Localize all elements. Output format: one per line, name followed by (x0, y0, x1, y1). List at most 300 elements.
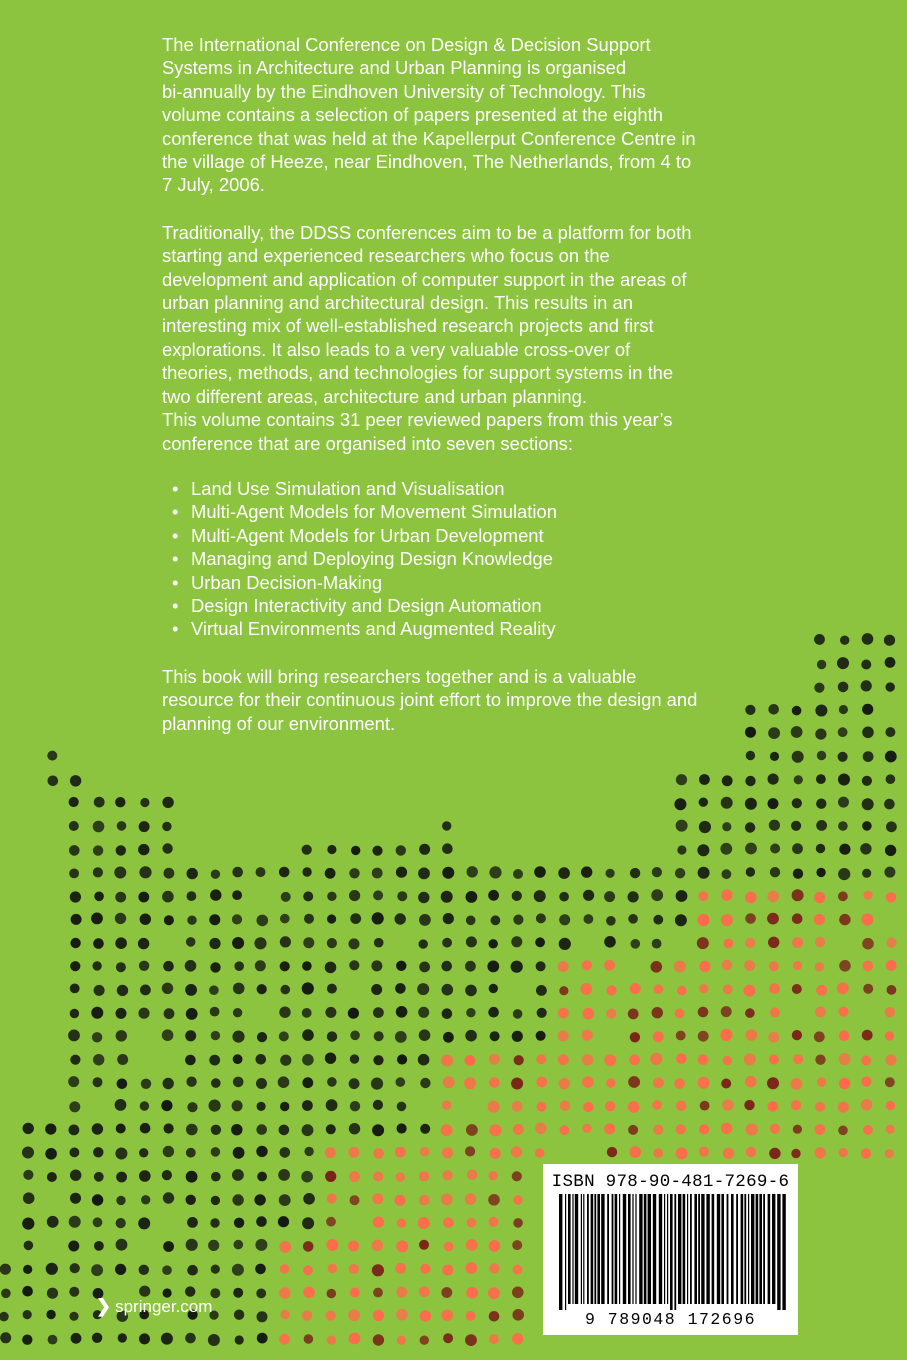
map-dot (698, 1031, 709, 1042)
map-dot (745, 913, 756, 924)
map-dot (628, 1101, 640, 1113)
map-dot (745, 938, 755, 948)
barcode-bar (721, 1194, 724, 1304)
map-dot (513, 1009, 523, 1019)
map-dot (653, 1148, 663, 1158)
back-cover-description (162, 33, 742, 735)
map-dot (652, 867, 662, 877)
map-dot (395, 1147, 406, 1158)
map-dot (513, 1124, 524, 1135)
map-dot (861, 1099, 873, 1111)
map-dot (768, 937, 779, 948)
map-dot (255, 1264, 266, 1275)
map-dot (163, 961, 174, 972)
map-dot (164, 1123, 174, 1133)
map-dot (209, 938, 220, 949)
map-dot (279, 1287, 290, 1298)
map-dot (814, 634, 825, 645)
map-dot (140, 798, 149, 807)
map-dot (814, 892, 825, 903)
map-dot (373, 1055, 383, 1065)
map-dot (443, 1076, 455, 1088)
map-dot (442, 821, 451, 830)
map-dot (606, 916, 616, 926)
map-dot (371, 984, 382, 995)
map-dot (418, 1217, 430, 1229)
map-dot (513, 915, 523, 925)
map-dot (582, 960, 592, 970)
map-dot (491, 915, 501, 925)
map-dot (838, 1007, 848, 1017)
map-dot (840, 636, 849, 645)
map-dot (628, 914, 638, 924)
map-dot (443, 1032, 454, 1043)
map-dot (117, 1079, 128, 1090)
barcode-bar (575, 1194, 578, 1304)
map-dot (418, 868, 430, 880)
barcode-bar (612, 1194, 614, 1304)
map-dot (281, 892, 291, 902)
barcode-bar (756, 1194, 759, 1304)
barcode-bar (690, 1194, 692, 1304)
map-dot (886, 1101, 895, 1110)
map-dot (211, 1196, 220, 1205)
map-dot (279, 1007, 290, 1018)
barcode-bar (698, 1194, 700, 1304)
barcode-bar (565, 1194, 566, 1310)
map-dot (699, 798, 708, 807)
map-dot (488, 1007, 499, 1018)
map-dot (816, 985, 827, 996)
map-dot (489, 939, 498, 948)
map-dot (235, 1335, 244, 1344)
map-dot (674, 961, 686, 973)
map-dot (815, 1007, 826, 1018)
map-dot (861, 680, 872, 691)
map-dot (559, 938, 571, 950)
map-dot (22, 1218, 34, 1230)
map-dot (232, 914, 242, 924)
map-dot (349, 1264, 359, 1274)
map-dot (373, 1288, 383, 1298)
map-dot (116, 1172, 127, 1183)
map-dot (372, 912, 384, 924)
barcode-bar (683, 1194, 686, 1304)
map-dot (792, 984, 802, 994)
map-dot (397, 1123, 407, 1133)
map-dot (768, 1101, 779, 1112)
map-dot (138, 1217, 150, 1229)
barcode-bar (687, 1194, 688, 1304)
map-dot (441, 1055, 453, 1067)
map-dot (68, 1030, 80, 1042)
map-dot (815, 1102, 825, 1112)
barcode-bar (741, 1194, 744, 1304)
map-dot (768, 774, 779, 785)
barcode-bar (670, 1194, 673, 1310)
map-dot (278, 1216, 289, 1227)
map-dot (256, 1124, 267, 1135)
map-dot (210, 1218, 219, 1227)
map-dot (794, 775, 803, 784)
map-dot (186, 937, 196, 947)
map-dot (815, 705, 827, 717)
map-dot (94, 985, 105, 996)
map-dot (653, 1031, 664, 1042)
map-dot (628, 1009, 639, 1020)
map-dot (373, 890, 383, 900)
map-dot (792, 913, 803, 924)
map-dot (233, 1288, 243, 1298)
map-dot (653, 915, 663, 925)
map-dot (792, 937, 803, 948)
map-dot (350, 1288, 360, 1298)
map-dot (419, 939, 428, 948)
map-dot (70, 938, 80, 948)
map-dot (535, 1123, 547, 1135)
map-dot (70, 891, 81, 902)
barcode-bar (674, 1194, 676, 1310)
map-dot (234, 1310, 244, 1320)
map-dot (395, 983, 406, 994)
map-dot (279, 1334, 290, 1345)
map-dot (839, 1053, 851, 1065)
map-dot (234, 1240, 244, 1250)
map-dot (372, 1264, 384, 1276)
map-dot (114, 867, 126, 879)
map-dot (24, 1241, 34, 1251)
map-dot (92, 1032, 102, 1042)
map-dot (513, 869, 523, 879)
map-dot (419, 1171, 429, 1181)
map-dot (815, 1055, 825, 1065)
map-dot (23, 1265, 32, 1274)
isbn-label: ISBN 978-90-481-7269-6 (551, 1172, 790, 1192)
map-dot (792, 706, 802, 716)
map-dot (232, 1031, 244, 1043)
map-dot (534, 890, 546, 902)
map-dot (373, 1310, 384, 1321)
map-dot (138, 938, 149, 949)
barcode-bar (731, 1194, 734, 1304)
map-dot (770, 1124, 780, 1134)
map-dot (396, 867, 407, 878)
map-dot (628, 1076, 640, 1088)
map-dot (349, 938, 360, 949)
map-dot (255, 1054, 266, 1065)
map-dot (721, 889, 732, 900)
map-dot (69, 797, 79, 807)
map-dot (397, 1054, 407, 1064)
map-dot (745, 1076, 757, 1088)
map-dot (767, 913, 779, 925)
map-dot (676, 1053, 687, 1064)
map-dot (512, 1031, 523, 1042)
map-dot (163, 1241, 174, 1252)
map-dot (254, 937, 266, 949)
map-dot (395, 1031, 407, 1043)
map-dot (70, 1170, 81, 1181)
map-dot (325, 1007, 336, 1018)
map-dot (70, 984, 80, 994)
map-dot (348, 1309, 360, 1321)
map-dot (581, 866, 592, 877)
map-dot (536, 985, 547, 996)
map-dot (0, 1264, 11, 1275)
map-dot (327, 914, 336, 923)
list-item: • Multi-Agent Models for Urban Development (172, 524, 742, 547)
map-dot (745, 727, 756, 738)
map-dot (280, 1310, 289, 1319)
map-dot (419, 1240, 429, 1250)
map-dot (489, 1311, 500, 1322)
map-dot (441, 891, 453, 903)
map-dot (303, 1287, 315, 1299)
map-dot (441, 961, 452, 972)
map-dot (442, 984, 454, 996)
map-dot (489, 1334, 499, 1344)
map-dot (373, 1216, 384, 1227)
map-dot (862, 1030, 873, 1041)
map-dot (48, 1335, 58, 1345)
map-dot (303, 937, 314, 948)
map-dot (372, 1124, 384, 1136)
springer-link[interactable] (96, 1296, 212, 1317)
map-dot (139, 1148, 148, 1157)
map-dot (442, 1100, 451, 1109)
map-dot (372, 1240, 384, 1252)
map-dot (94, 1241, 104, 1251)
map-dot (604, 936, 616, 948)
map-dot (23, 1192, 35, 1204)
map-dot (489, 1240, 501, 1252)
map-dot (580, 983, 592, 995)
map-dot (793, 961, 802, 970)
map-dot (886, 1125, 895, 1134)
map-dot (466, 1124, 478, 1136)
map-dot (211, 1125, 221, 1135)
map-dot (583, 890, 594, 901)
map-dot (699, 774, 710, 785)
map-dot (302, 961, 312, 971)
map-dot (651, 889, 663, 901)
map-dot (185, 1055, 196, 1066)
map-dot (720, 843, 732, 855)
map-dot (606, 985, 616, 995)
map-dot (164, 915, 174, 925)
map-dot (162, 843, 172, 853)
map-dot (161, 1333, 173, 1345)
map-dot (559, 892, 569, 902)
map-dot (0, 1332, 11, 1343)
map-dot (304, 1147, 313, 1156)
map-dot (537, 1008, 547, 1018)
barcode-bar (667, 1194, 668, 1304)
map-dot (93, 1147, 103, 1157)
map-dot (47, 1172, 57, 1182)
map-dot (278, 1169, 290, 1181)
map-dot (348, 1241, 359, 1252)
barcode-bar (568, 1194, 571, 1304)
map-dot (279, 1031, 289, 1041)
map-dot (234, 961, 244, 971)
map-dot (138, 892, 149, 903)
barcode-bar (701, 1194, 704, 1304)
map-dot (863, 961, 874, 972)
map-dot (793, 869, 803, 879)
map-dot (186, 1077, 196, 1087)
map-dot (677, 986, 687, 996)
map-dot (745, 705, 755, 715)
map-dot (187, 1217, 198, 1228)
map-dot (232, 937, 244, 949)
map-dot (886, 682, 895, 691)
map-dot (301, 1171, 313, 1183)
map-dot (186, 1239, 198, 1251)
barcode-bar (639, 1194, 642, 1304)
map-dot (465, 1262, 477, 1274)
barcode-bar (597, 1194, 600, 1304)
map-dot (91, 1007, 103, 1019)
map-dot (279, 867, 290, 878)
map-dot (861, 1056, 871, 1066)
map-dot (769, 1055, 779, 1065)
map-dot (69, 845, 80, 856)
map-dot (302, 982, 314, 994)
map-dot (558, 1054, 569, 1065)
map-dot (139, 821, 150, 832)
map-dot (722, 1099, 733, 1110)
volume-paragraph: This volume contains 31 peer reviewed papers from this year’s conference that are organised into seven sections: (162, 409, 673, 454)
map-dot (489, 1263, 499, 1273)
map-dot (746, 867, 755, 876)
map-dot (699, 984, 708, 993)
map-dot (744, 1100, 754, 1110)
map-dot (839, 1030, 850, 1041)
map-dot (325, 1147, 336, 1158)
map-dot (22, 1147, 34, 1159)
map-dot (631, 939, 641, 949)
map-dot (512, 1309, 524, 1321)
map-dot (630, 1032, 640, 1042)
barcode-bar (678, 1194, 681, 1304)
barcode-bar (581, 1194, 582, 1304)
map-dot (350, 1054, 359, 1063)
map-dot (280, 914, 290, 924)
map-dot (71, 914, 82, 925)
map-dot (512, 1240, 522, 1250)
map-dot (418, 892, 429, 903)
map-dot (839, 844, 850, 855)
map-dot (419, 914, 431, 926)
map-dot (887, 985, 897, 995)
map-dot (396, 845, 406, 855)
map-dot (700, 1101, 710, 1111)
map-dot (23, 1170, 33, 1180)
map-dot (466, 1239, 478, 1251)
map-dot (723, 1056, 733, 1066)
map-dot (676, 820, 688, 832)
map-dot (91, 1264, 103, 1276)
map-dot (513, 1195, 522, 1204)
map-dot (582, 1030, 593, 1041)
list-item: • Urban Decision-Making (172, 571, 742, 594)
map-dot (791, 1100, 801, 1110)
map-dot (70, 1009, 79, 1018)
map-dot (45, 1148, 57, 1160)
map-dot (47, 1216, 59, 1228)
map-dot (442, 1265, 453, 1276)
map-dot (397, 891, 407, 901)
map-dot (278, 1076, 290, 1088)
map-dot (746, 1123, 758, 1135)
map-dot (814, 1124, 825, 1135)
map-dot (302, 1124, 314, 1136)
map-dot (676, 1124, 686, 1134)
map-dot (746, 1147, 756, 1157)
map-dot (674, 1078, 685, 1089)
map-dot (487, 961, 499, 973)
map-dot (886, 821, 897, 832)
map-dot (723, 1148, 734, 1159)
map-dot (138, 844, 149, 855)
map-dot (327, 892, 336, 901)
map-dot (163, 1192, 174, 1203)
map-dot (303, 1241, 314, 1252)
map-dot (69, 1101, 80, 1112)
map-dot (279, 1125, 290, 1136)
barcode-bar (628, 1194, 631, 1304)
map-dot (420, 1264, 430, 1274)
map-dot (232, 1100, 243, 1111)
map-dot (721, 1079, 731, 1089)
map-dot (512, 891, 522, 901)
map-dot (862, 938, 874, 950)
map-dot (254, 1194, 265, 1205)
map-dot (465, 1193, 477, 1205)
map-dot (862, 727, 874, 739)
map-dot (768, 727, 780, 739)
map-dot (817, 660, 826, 669)
map-dot (187, 868, 198, 879)
map-dot (256, 1216, 267, 1227)
map-dot (326, 1239, 338, 1251)
map-dot (466, 916, 476, 926)
map-dot (211, 1078, 221, 1088)
map-dot (792, 751, 804, 763)
map-dot (466, 1311, 476, 1321)
map-dot (92, 1123, 103, 1134)
map-dot (465, 1030, 477, 1042)
map-dot (630, 868, 640, 878)
map-dot (839, 1078, 851, 1090)
map-dot (745, 822, 755, 832)
map-dot (373, 1148, 384, 1159)
map-dot (654, 984, 664, 994)
map-dot (185, 1333, 196, 1344)
map-dot (816, 868, 825, 877)
map-dot (186, 1148, 196, 1158)
map-dot (233, 1077, 244, 1088)
map-dot (0, 1312, 9, 1322)
list-item: • Multi-Agent Models for Movement Simulation (172, 500, 742, 523)
map-dot (185, 960, 197, 972)
map-dot (837, 982, 849, 994)
map-dot (349, 960, 359, 970)
map-dot (817, 751, 826, 760)
map-dot (420, 1078, 430, 1088)
map-dot (70, 1148, 80, 1158)
